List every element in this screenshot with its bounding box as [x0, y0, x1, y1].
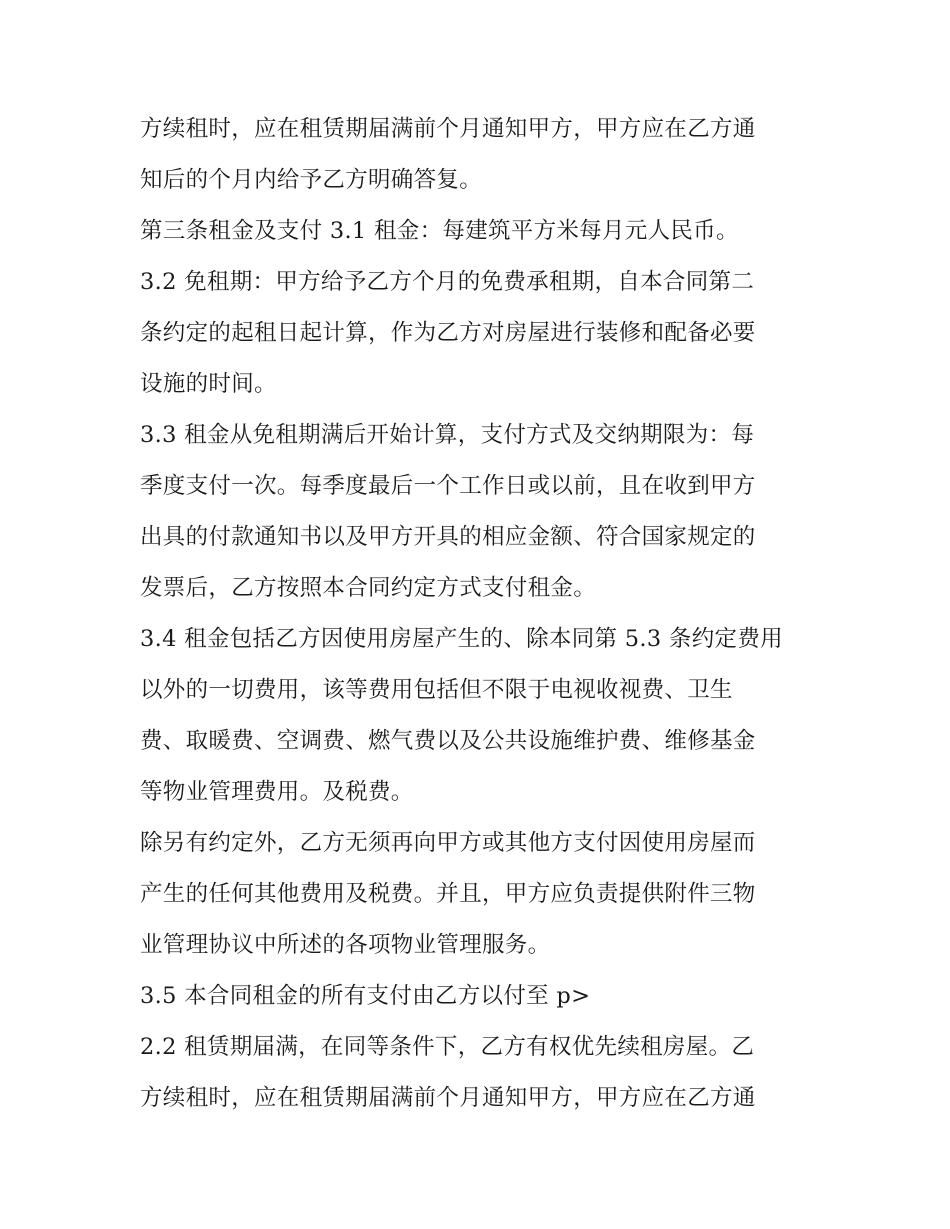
text-line: 设施的时间。 [140, 371, 277, 397]
document-body [140, 104, 820, 1124]
text-line: 以外的一切费用，该等费用包括但不限于电视收视费、卫生 [140, 677, 733, 703]
text-line: 发票后，乙方按照本合同约定方式支付租金。 [140, 575, 597, 601]
text-line: 3.5 本合同租金的所有支付由乙方以付至 p> [140, 983, 591, 1009]
text-line: 产生的任何其他费用及税费。并且，甲方应负责提供附件三物 [140, 881, 756, 907]
text-line: 3.2 免租期：甲方给予乙方个月的免费承租期，自本合同第二 [140, 269, 755, 295]
text-line: 费、取暖费、空调费、燃气费以及公共设施维护费、维修基金 [140, 728, 756, 754]
text-line: 2.2 租赁期届满，在同等条件下，乙方有权优先续租房屋。乙 [140, 1034, 755, 1060]
text-line: 等物业管理费用。及税费。 [140, 779, 414, 805]
text-line: 第三条租金及支付 3.1 租金：每建筑平方米每月元人民币。 [140, 218, 739, 244]
text-line: 方续租时，应在租赁期届满前个月通知甲方，甲方应在乙方通 [140, 116, 756, 142]
text-line: 3.4 租金包括乙方因使用房屋产生的、除本同第 5.3 条约定费用 [140, 626, 783, 652]
text-line: 出具的付款通知书以及甲方开具的相应金额、符合国家规定的 [140, 524, 756, 550]
text-line: 季度支付一次。每季度最后一个工作日或以前，且在收到甲方 [140, 473, 756, 499]
text-line: 3.3 租金从免租期满后开始计算，支付方式及交纳期限为：每 [140, 422, 755, 448]
text-line: 除另有约定外，乙方无须再向甲方或其他方支付因使用房屋而 [140, 830, 756, 856]
text-line: 方续租时，应在租赁期届满前个月通知甲方，甲方应在乙方通 [140, 1085, 756, 1111]
text-line: 业管理协议中所述的各项物业管理服务。 [140, 932, 551, 958]
text-line: 知后的个月内给予乙方明确答复。 [140, 167, 483, 193]
text-line: 条约定的起租日起计算，作为乙方对房屋进行装修和配备必要 [140, 320, 756, 346]
